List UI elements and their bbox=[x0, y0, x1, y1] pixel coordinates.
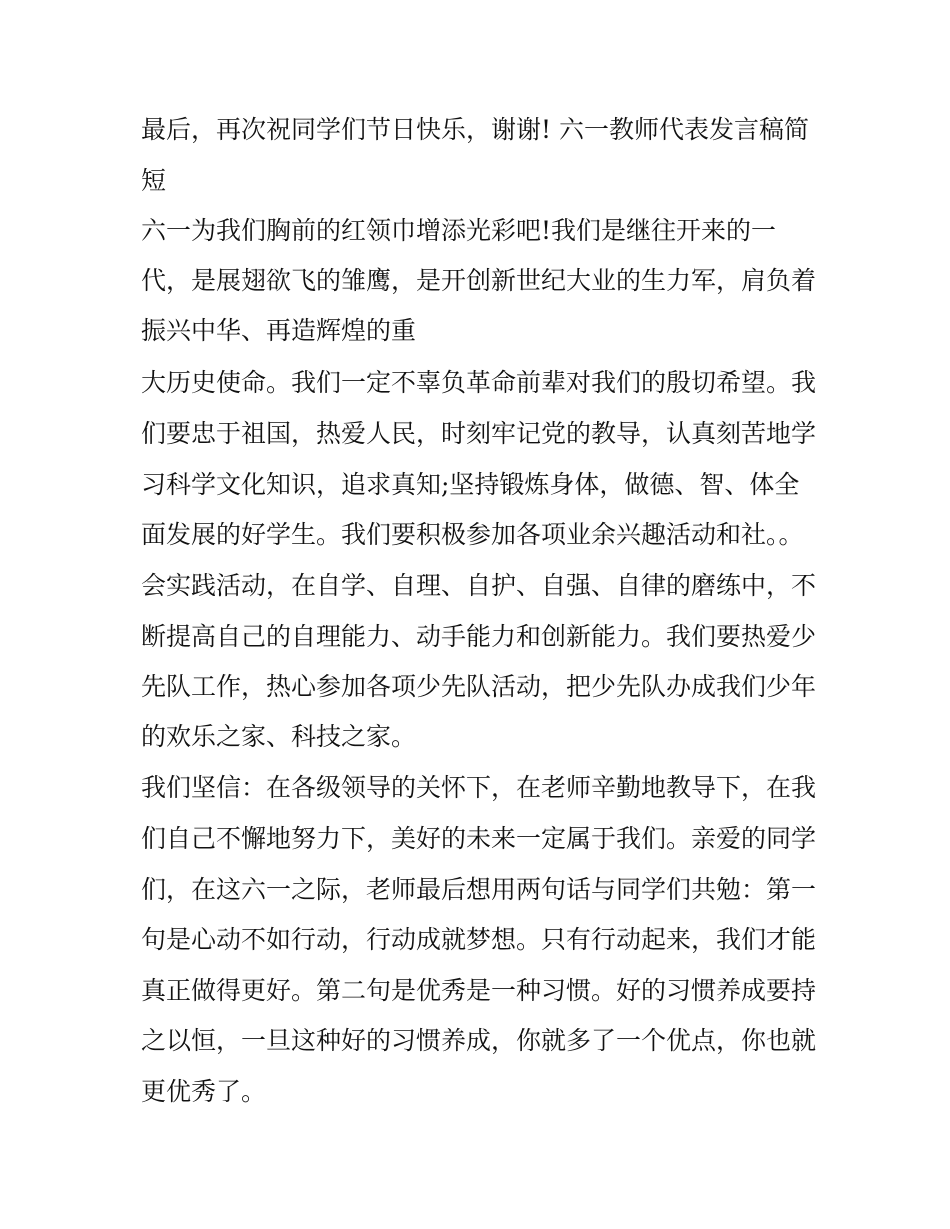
text-line: 更优秀了。 bbox=[141, 1077, 267, 1106]
text-line: 振兴中华、再造辉煌的重 bbox=[141, 316, 417, 345]
text-line: 代，是展翅欲飞的雏鹰，是开创新世纪大业的生力军，肩负着 bbox=[141, 266, 817, 295]
text-line: 先队工作，热心参加各项少先队活动，把少先队办成我们少年 bbox=[141, 672, 817, 701]
text-line: 大历史使命。我们一定不辜负革命前辈对我们的殷切希望。我 bbox=[141, 368, 817, 397]
text-line: 会实践活动，在自学、自理、自护、自强、自律的磨练中，不 bbox=[141, 571, 817, 600]
text-line: 真正做得更好。第二句是优秀是一种习惯。好的习惯养成要持 bbox=[141, 976, 817, 1005]
text-line: 我们坚信：在各级领导的关怀下，在老师辛勤地教导下，在我 bbox=[141, 773, 817, 802]
text-line: 之以恒，一旦这种好的习惯养成，你就多了一个优点，你也就 bbox=[141, 1026, 817, 1055]
text-line: 们自己不懈地努力下，美好的未来一定属于我们。亲爱的同学 bbox=[141, 824, 817, 853]
text-line: 句是心动不如行动，行动成就梦想。只有行动起来，我们才能 bbox=[141, 925, 817, 954]
text-line: 们，在这六一之际，老师最后想用两句话与同学们共勉：第一 bbox=[141, 875, 817, 904]
text-line: 的欢乐之家、科技之家。 bbox=[141, 722, 417, 751]
text-line: 短 bbox=[141, 166, 167, 195]
text-line: 们要忠于祖国，热爱人民，时刻牢记党的教导，认真刻苦地学 bbox=[141, 419, 817, 448]
text-line: 六一为我们胸前的红领巾增添光彩吧!我们是继往开来的一 bbox=[141, 216, 777, 245]
text-line: 断提高自己的自理能力、动手能力和创新能力。我们要热爱少 bbox=[141, 622, 817, 651]
text-line: 习科学文化知识，追求真知;坚持锻炼身体，做德、智、体全 bbox=[141, 470, 800, 499]
text-line: 面发展的好学生。我们要积极参加各项业余兴趣活动和社。。 bbox=[141, 520, 804, 549]
text-line: 最后，再次祝同学们节日快乐，谢谢! 六一教师代表发言稿简 bbox=[141, 115, 809, 144]
